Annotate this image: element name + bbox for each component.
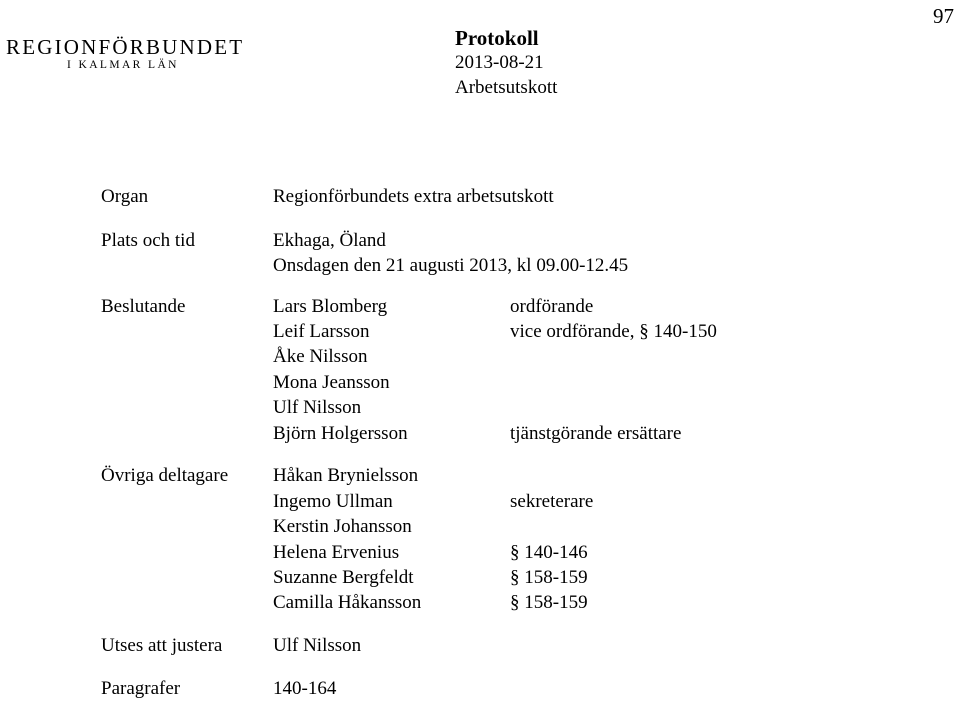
- time-value: Onsdagen den 21 augusti 2013, kl 09.00-12.45: [273, 255, 629, 276]
- participant-role: § 140-146: [510, 542, 588, 563]
- beslutande-label: Beslutande: [101, 296, 186, 317]
- participant-name: Suzanne Bergfeldt: [273, 567, 414, 588]
- participant-role: § 158-159: [510, 567, 588, 588]
- organ-label: Organ: [101, 186, 149, 207]
- page-number: 97: [933, 4, 954, 28]
- place-time-label: Plats och tid: [101, 230, 195, 251]
- justera-value: Ulf Nilsson: [273, 635, 362, 656]
- logo-text-sub: I KALMAR LÄN: [67, 59, 179, 71]
- document-title: Protokoll: [455, 26, 539, 50]
- organ-value: Regionförbundets extra arbetsutskott: [273, 186, 554, 207]
- member-name: Leif Larsson: [273, 321, 370, 342]
- member-role: ordförande: [510, 296, 594, 317]
- participant-role: sekreterare: [510, 491, 594, 512]
- member-role: tjänstgörande ersättare: [510, 423, 682, 444]
- member-name: Åke Nilsson: [273, 346, 368, 367]
- member-name: Lars Blomberg: [273, 296, 388, 317]
- paragrafer-value: 140-164: [273, 678, 337, 699]
- paragrafer-label: Paragrafer: [101, 678, 181, 699]
- participant-name: Håkan Brynielsson: [273, 465, 419, 486]
- participant-name: Helena Ervenius: [273, 542, 400, 563]
- logo-text-main: REGIONFÖRBUNDET: [6, 35, 245, 59]
- participant-name: Ingemo Ullman: [273, 491, 393, 512]
- document-committee: Arbetsutskott: [455, 77, 558, 98]
- participant-name: Kerstin Johansson: [273, 516, 412, 537]
- justera-label: Utses att justera: [101, 635, 223, 656]
- participant-name: Camilla Håkansson: [273, 592, 422, 613]
- participant-role: § 158-159: [510, 592, 588, 613]
- member-name: Björn Holgersson: [273, 423, 408, 444]
- place-value: Ekhaga, Öland: [273, 230, 386, 251]
- document-date: 2013-08-21: [455, 52, 544, 73]
- member-name: Mona Jeansson: [273, 372, 390, 393]
- ovriga-label: Övriga deltagare: [101, 465, 229, 486]
- member-role: vice ordförande, § 140-150: [510, 321, 717, 342]
- member-name: Ulf Nilsson: [273, 397, 362, 418]
